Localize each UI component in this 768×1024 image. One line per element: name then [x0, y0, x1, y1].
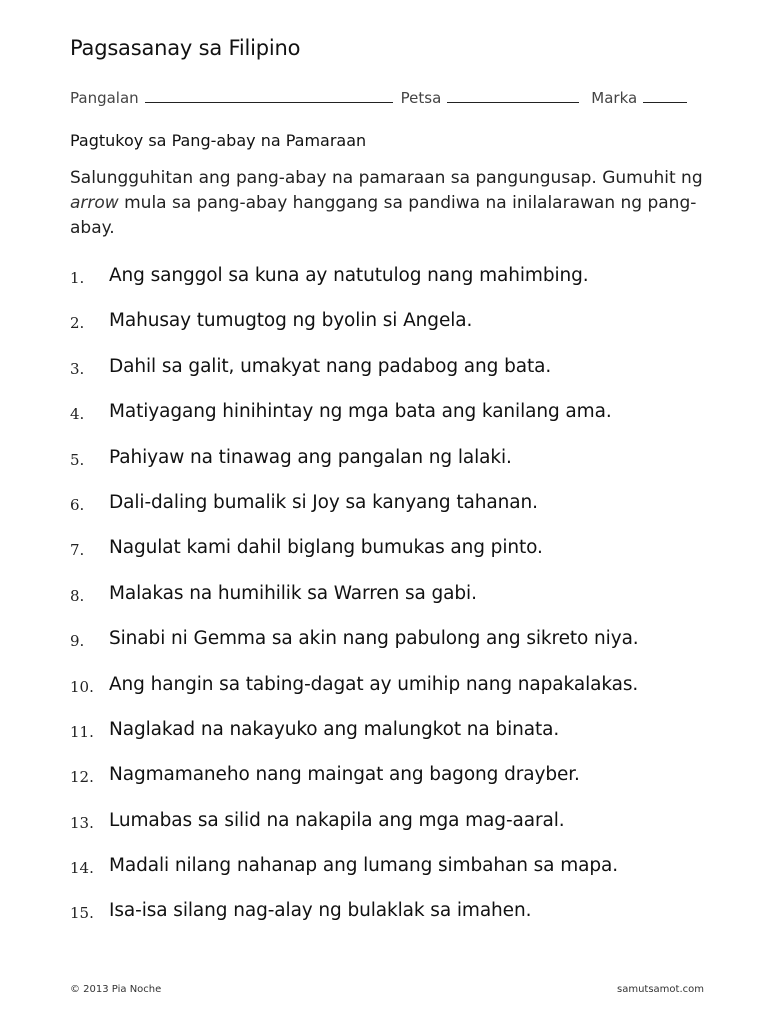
item-text: Madali nilang nahanap ang lumang simbahan sa mapa.: [109, 855, 619, 877]
item-number: 7.: [70, 541, 85, 560]
list-item: [0, 717, 768, 762]
list-item: [0, 490, 768, 535]
item-text: Nagulat kami dahil biglang bumukas ang pinto.: [109, 537, 543, 559]
list-item: [0, 354, 768, 399]
student-info-fields: [70, 88, 720, 110]
item-number: 6.: [70, 495, 85, 514]
item-text: Malakas na humihilik sa Warren sa gabi.: [109, 582, 477, 604]
list-item: [0, 672, 768, 717]
item-number: 4.: [70, 405, 85, 424]
item-number: 14.: [70, 859, 94, 878]
list-item: [0, 853, 768, 898]
item-number: 3.: [70, 359, 85, 378]
item-text: Mahusay tumugtog ng byolin si Angela.: [109, 310, 473, 332]
item-text: Matiyagang hinihintay ng mga bata ang kanilang ama.: [109, 401, 612, 423]
footer-website: samutsamot.com: [617, 984, 704, 995]
exercise-list: [0, 263, 768, 944]
list-item: [0, 535, 768, 580]
instructions: [70, 166, 720, 241]
item-number: 9.: [70, 632, 85, 651]
score-blank-line: [643, 88, 687, 103]
item-text: Ang sanggol sa kuna ay natutulog nang mahimbing.: [109, 265, 589, 286]
name-blank-line: [145, 88, 393, 103]
item-text: Sinabi ni Gemma sa akin nang pabulong ang sikreto niya.: [109, 628, 639, 650]
list-item: [0, 263, 768, 308]
list-item: [0, 581, 768, 626]
date-blank-line: [447, 88, 579, 103]
item-text: Lumabas sa silid na nakapila ang mga mag-aaral.: [109, 809, 565, 831]
item-number: 1.: [70, 269, 85, 287]
page-title: Pagsasanay sa Filipino: [70, 36, 301, 60]
instructions-emphasis: arrow: [70, 193, 119, 213]
item-number: 8.: [70, 586, 85, 605]
item-text: Dali-daling bumalik si Joy sa kanyang tahanan.: [109, 491, 538, 513]
score-label: Marka: [591, 89, 638, 107]
list-item: [0, 445, 768, 490]
item-text: Dahil sa galit, umakyat nang padabog ang bata.: [109, 355, 552, 377]
item-text: Naglakad na nakayuko ang malungkot na binata.: [109, 718, 560, 740]
item-text: Ang hangin sa tabing-dagat ay umihip nang napakalakas.: [109, 673, 639, 695]
item-text: Isa-isa silang nag-alay ng bulaklak sa imahen.: [109, 900, 532, 922]
item-number: 12.: [70, 768, 94, 787]
item-number: 2.: [70, 314, 85, 333]
item-number: 10.: [70, 677, 94, 696]
list-item: [0, 898, 768, 943]
list-item: [0, 308, 768, 353]
item-number: 15.: [70, 904, 94, 923]
item-text: Nagmamaneho nang maingat ang bagong drayber.: [109, 764, 580, 786]
date-label: Petsa: [400, 89, 442, 107]
name-label: Pangalan: [70, 89, 139, 107]
instructions-text-1: Salungguhitan ang pang-abay na pamaraan sa pangungusap. Gumuhit ng: [70, 168, 703, 188]
list-item: [0, 762, 768, 807]
item-number: 11.: [70, 722, 94, 741]
instructions-text-2: mula sa pang-abay hanggang sa pandiwa na inilalarawan ng pang-abay.: [70, 193, 697, 238]
item-number: 5.: [70, 450, 85, 469]
item-text: Pahiyaw na tinawag ang pangalan ng lalaki.: [109, 446, 512, 468]
section-subtitle: Pagtukoy sa Pang-abay na Pamaraan: [70, 131, 367, 150]
list-item: [0, 399, 768, 444]
list-item: [0, 808, 768, 853]
item-number: 13.: [70, 813, 94, 832]
list-item: [0, 626, 768, 671]
footer-copyright: © 2013 Pia Noche: [70, 984, 162, 995]
